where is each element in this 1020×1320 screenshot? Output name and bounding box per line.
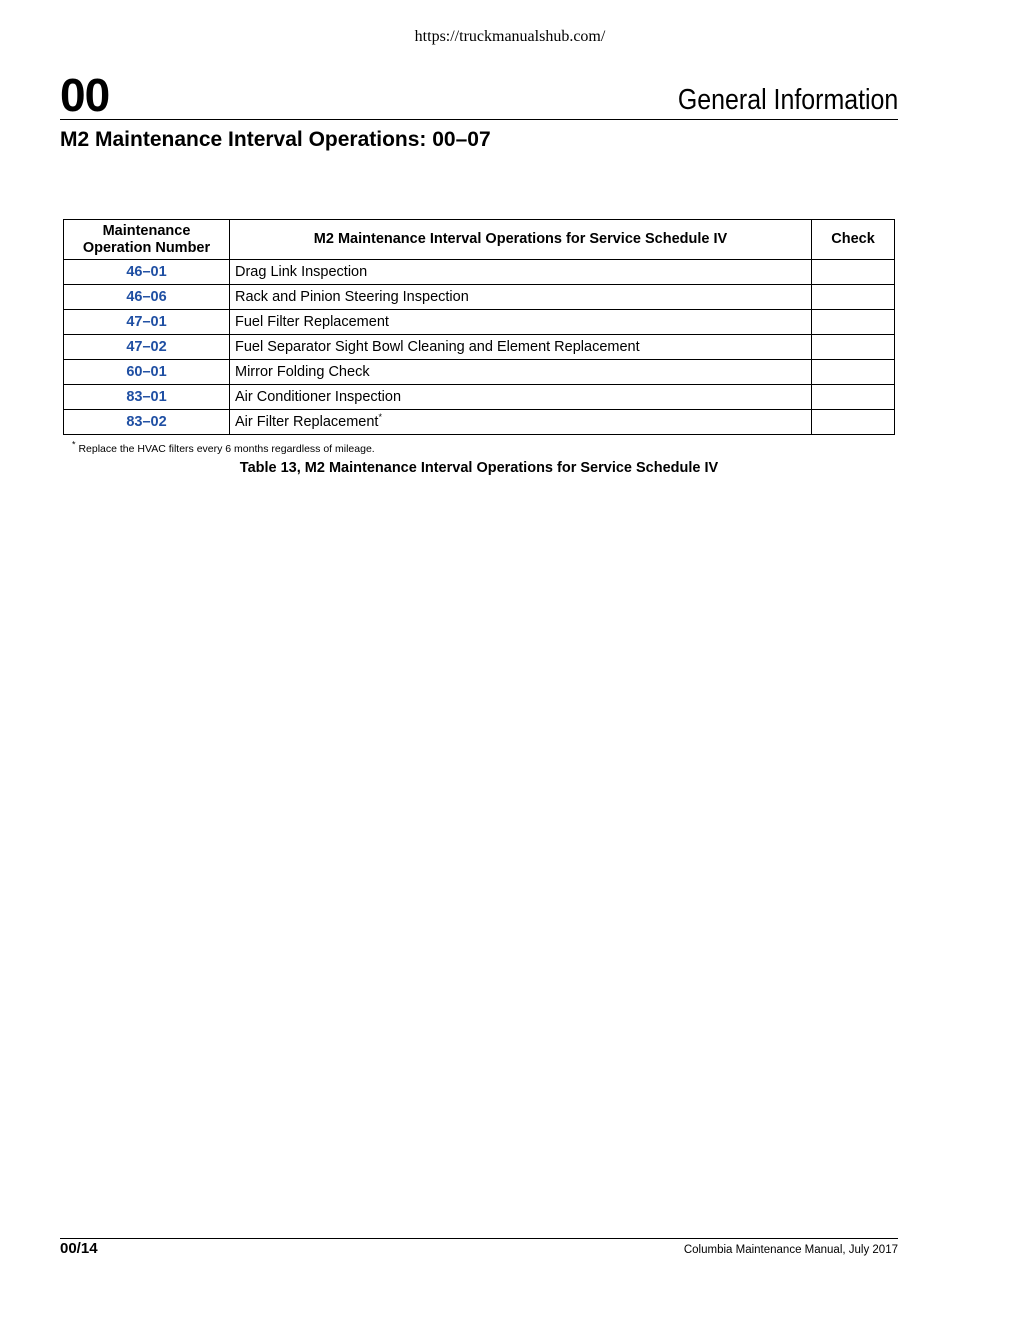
check-cell [812,410,895,435]
table-footnote [72,439,375,455]
operation-number-link[interactable]: 46–01 [64,260,230,285]
check-cell [812,260,895,285]
maintenance-operations-table [63,219,895,435]
operation-number-link[interactable]: 83–01 [64,385,230,410]
operation-description [230,410,812,435]
table-row [64,360,895,385]
header-operation-number-line2: Operation Number [82,239,211,256]
operation-number-link[interactable]: 47–01 [64,310,230,335]
chapter-number: 00 [60,69,110,121]
table-caption: Table 13, M2 Maintenance Interval Operations for Service Schedule IV [239,460,719,476]
table-row [64,285,895,310]
header-rule [60,119,898,120]
check-cell [812,335,895,360]
footnote-text: Replace the HVAC filters every 6 months regardless of mileage. [78,443,375,455]
operation-number-link[interactable]: 47–02 [64,335,230,360]
header-operation-number-line1: Maintenance [102,222,191,239]
operation-number-link[interactable]: 46–06 [64,285,230,310]
operation-number-link[interactable]: 60–01 [64,360,230,385]
header-operation-number [64,220,230,260]
footnote-mark: * [72,439,76,450]
header-check: Check [812,220,895,260]
footer-rule [60,1238,898,1239]
check-cell [812,285,895,310]
header-operation: M2 Maintenance Interval Operations for Service Schedule IV [230,220,812,260]
section-title: M2 Maintenance Interval Operations: 00–07 [60,128,491,151]
check-cell [812,360,895,385]
check-cell [812,310,895,335]
operation-description: Fuel Separator Sight Bowl Cleaning and Element Replacement [230,335,812,360]
source-url[interactable]: https://truckmanualshub.com/ [414,28,606,45]
table-row [64,310,895,335]
chapter-title: General Information [677,84,898,116]
operation-description: Air Conditioner Inspection [230,385,812,410]
table-row [64,335,895,360]
footnote-reference: * [378,412,382,423]
table-header-row [64,220,895,260]
operation-description: Rack and Pinion Steering Inspection [230,285,812,310]
manual-name: Columbia Maintenance Manual, July 2017 [683,1244,898,1256]
operation-description: Drag Link Inspection [230,260,812,285]
operation-description: Mirror Folding Check [230,360,812,385]
table-row [64,410,895,435]
operation-description: Fuel Filter Replacement [230,310,812,335]
check-cell [812,385,895,410]
operation-number-link[interactable]: 83–02 [64,410,230,435]
operation-description-text: Air Filter Replacement [235,414,379,430]
page-number: 00/14 [60,1240,98,1257]
table-row [64,385,895,410]
table-row [64,260,895,285]
